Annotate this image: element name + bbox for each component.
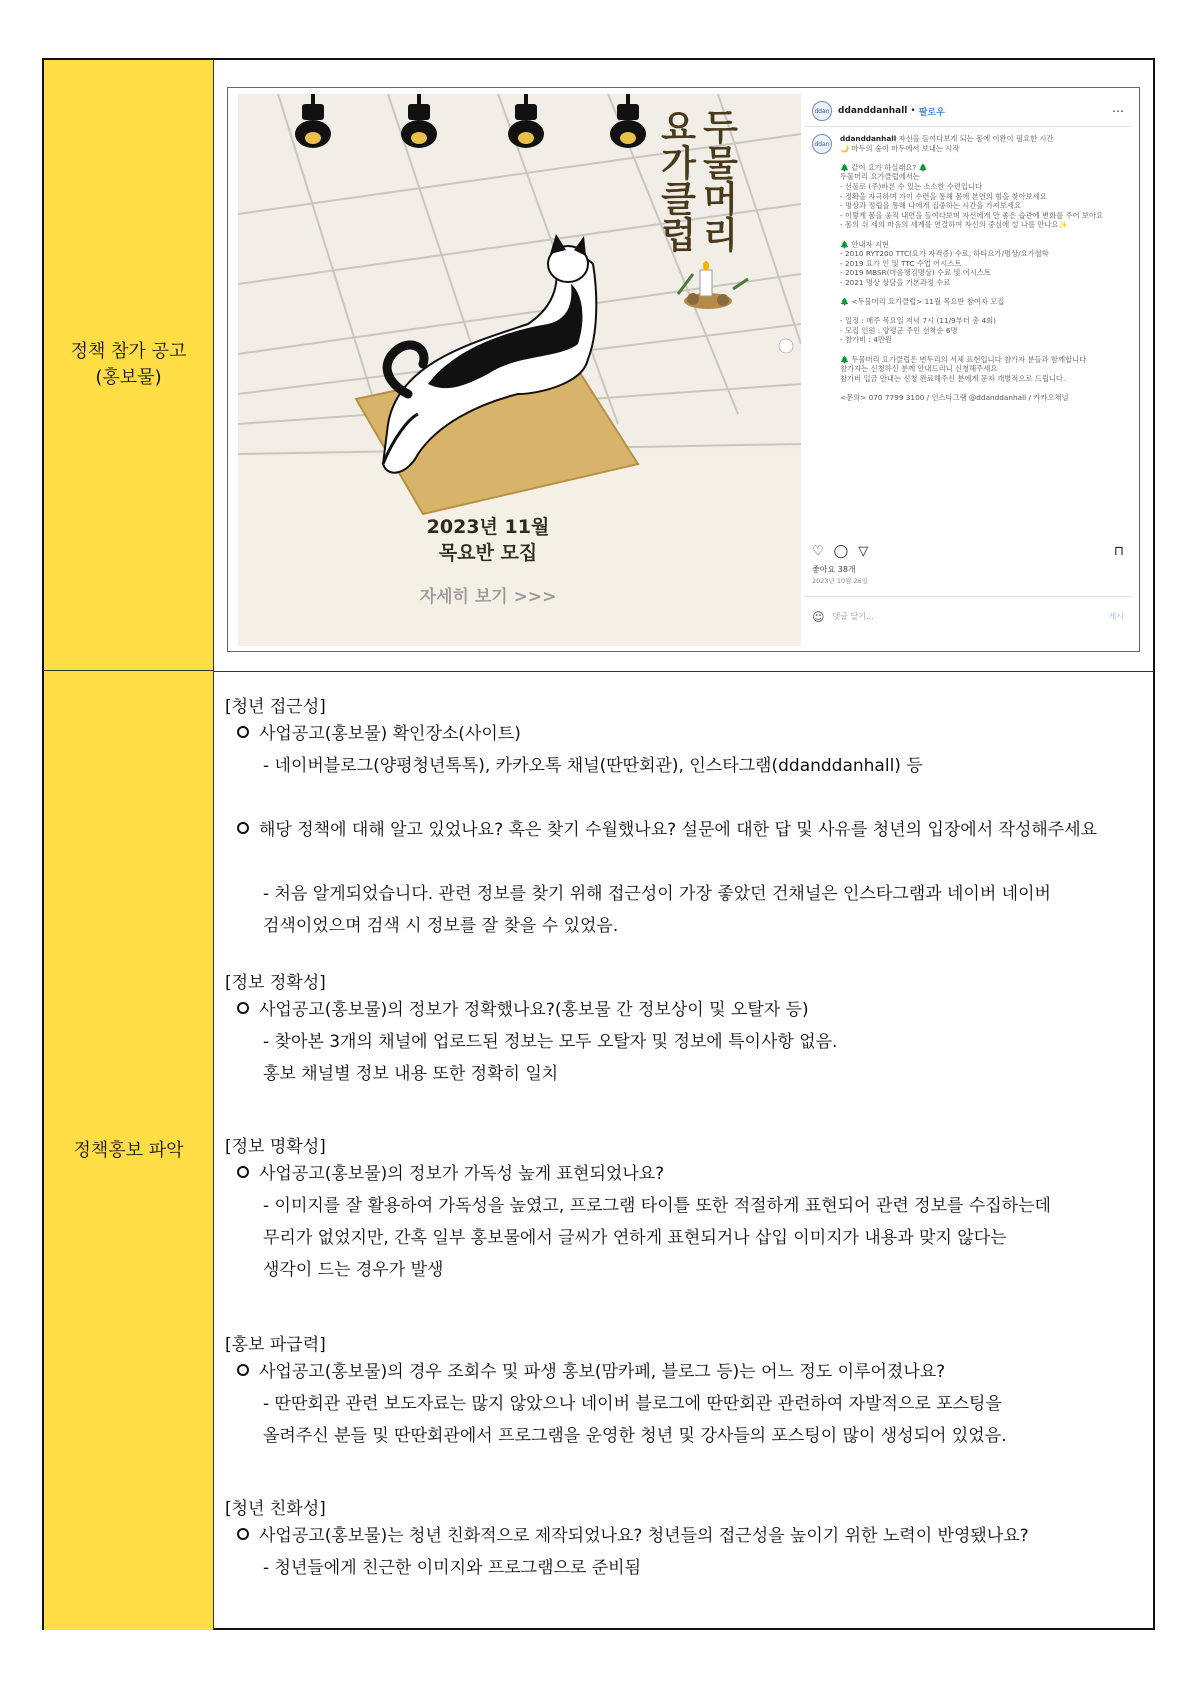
poster-image	[238, 94, 801, 646]
post-comment-button[interactable]: 게시	[1108, 612, 1124, 621]
divider	[804, 126, 1132, 127]
question-text: 사업공고(홍보물)의 정보가 정확했나요?(홍보물 간 정보상이 및 오탈자 등)	[259, 1000, 809, 1020]
answer: - 찾아본 3개의 채널에 업로드된 정보는 모두 오탈자 및 정보에 특이사항 없음. 홍보 채널별 정보 내용 또한 정확히 일치	[263, 1032, 838, 1084]
instagram-post	[804, 94, 1132, 646]
question	[237, 1158, 1142, 1190]
answer: - 청년들에게 친근한 이미지와 프로그램으로 준비됨	[263, 1558, 642, 1578]
question-text: 사업공고(홍보물)의 정보가 가독성 높게 표현되었나요?	[259, 1164, 665, 1184]
username[interactable]: ddanddanhall	[838, 106, 908, 116]
circle-bullet-icon	[237, 1166, 249, 1178]
more-options-icon[interactable]: ⋯	[1112, 104, 1124, 118]
answer: - 네이버블로그(양평청년톡톡), 카카오톡 채널(딴딴회관), 인스타그램(ddanddanhall) 등	[263, 756, 923, 776]
poster-title-text: 두물머리	[697, 108, 738, 252]
circle-bullet-icon	[237, 1364, 249, 1376]
heart-icon[interactable]: ♡	[812, 543, 824, 559]
post-header	[812, 100, 1124, 122]
separator-dot: •	[910, 106, 916, 116]
section-header: [정보 정확성]	[225, 973, 326, 993]
answer: - 처음 알게되었습니다. 관련 정보를 찾기 위해 접근성이 가장 좋았던 건채널은 인스타그램과 네이버 네이버 검색이었으며 검색 시 정보를 잘 찾을 수 있었음.	[263, 884, 1051, 936]
poster-title-col2	[698, 108, 736, 252]
question-text: 해당 정책에 대해 알고 있었나요? 혹은 찾기 수월했나요? 설문에 대한 답 및 사유를 청년의 입장에서 작성해주세요	[259, 820, 1098, 840]
question	[237, 1520, 1142, 1552]
avatar[interactable]: ddan	[812, 134, 832, 154]
likes-count: 좋아요 38개	[812, 565, 856, 574]
poster-title-col1	[656, 108, 694, 252]
circle-bullet-icon	[237, 1002, 249, 1014]
answer: - 이미지를 잘 활용하여 가독성을 높였고, 프로그램 타이틀 또한 적절하게 표현되어 관련 정보를 수집하는데 무리가 없었지만, 간혹 일부 홍보물에서 글씨가 연하게 표현되거나 삽입 이미지가 내용과 맞지 않다는 생각이 드는 경우가 발생	[263, 1196, 1051, 1280]
avatar[interactable]: ddan	[812, 101, 832, 121]
question	[237, 814, 1142, 846]
question	[237, 994, 1142, 1026]
section-header: [정보 명확성]	[225, 1137, 326, 1157]
poster-more-link[interactable]: 자세히 보기 >>>	[419, 587, 557, 607]
circle-bullet-icon	[237, 1528, 249, 1540]
row-label-policy-promotion	[44, 671, 214, 1630]
circle-bullet-icon	[237, 726, 249, 738]
section-header: [청년 친화성]	[225, 1499, 326, 1519]
emoji-icon[interactable]: ☺	[812, 609, 825, 624]
promo-screenshot	[227, 87, 1140, 652]
comment-bar	[804, 596, 1132, 636]
post-actions	[812, 540, 1124, 562]
follow-link[interactable]: 팔로우	[918, 107, 945, 118]
document-table	[42, 58, 1155, 1630]
section-header: [청년 접근성]	[225, 697, 326, 717]
section-header: [홍보 파급력]	[225, 1335, 326, 1355]
post-caption	[840, 134, 1120, 554]
row-label-text: 정책 참가 공고 (홍보물)	[70, 341, 187, 388]
answer: - 딴딴회관 관련 보도자료는 많지 않았으나 네이버 블로그에 딴딴회관 관련하여 자발적으로 포스팅을 올려주신 분들 및 딴딴회관에서 프로그램을 운영한 청년 및 강사들의 포스팅이 많이 생성되어 있었음.	[263, 1394, 1007, 1446]
row-label-policy-notice	[44, 60, 214, 671]
poster-title-text: 요가클럽	[655, 108, 696, 252]
comment-input[interactable]: 댓글 달기...	[832, 612, 874, 621]
circle-bullet-icon	[237, 822, 249, 834]
row-label-text: 정책홍보 파악	[73, 1139, 184, 1161]
question	[237, 718, 1142, 750]
caption-username[interactable]: ddanddanhall	[840, 134, 897, 143]
question-text: 사업공고(홍보물) 확인장소(사이트)	[259, 724, 521, 744]
comment-icon[interactable]: ◯	[833, 543, 849, 559]
share-icon[interactable]: ▽	[858, 543, 869, 559]
poster-date: 2023년 11월 목요반 모집	[426, 516, 550, 564]
question-text: 사업공고(홍보물)는 청년 친화적으로 제작되었나요? 청년들의 접근성을 높이기 위한 노력이 반영됐나요?	[259, 1526, 1029, 1546]
question-text: 사업공고(홍보물)의 경우 조회수 및 파생 홍보(맘카페, 블로그 등)는 어느 정도 이루어졌나요?	[259, 1362, 946, 1382]
bookmark-icon[interactable]: ⊓	[1113, 543, 1124, 559]
caption-text: 자신을 들여다보게 되는 몸에 이완이 필요한 시간 🌙 마두의 숨이 마두에서 보내는 시작 🌲 같이 요가 하실래요? 🌲 두물머리 요가클럽에서는 - 선물로 (주)바른 수 있는 소소한 수련입니다 - 정확을 자극하며 가이 수련을 통해 몸에 본연의 힘을 찾아보세요 - 명상과 정립을 통해 나에게 집중하는 시간을 가져보세요 - 이렇게 몸을 움직 내면을 들여다보며 자신에게 안 좋은 습관에 변화를 주어 보아요 - 몸의 쉬 세의 마음의 세계를 연결하여 자신의 중심에 설 나를 만나요✨ 🌲 안내자 지현 - 2010 RYT200 TTC(요가 자격증) 수료, 하타요가/명상/요가철학 - 2019 요가 인 및 TTC 수업 어시스트 - 2019 MBSR(마음챙김명상) 수료 및 어시스트 - 2021 명상 상담을 기본과정 수료 🌲 <두물머리 요가클럽> 11월 목요반 참여자 모집 - 일정 : 매주 목요일 저녁 7시 (11/9부터 총 4회) - 모집 인원 : 양평군 주민 선착순 6명 - 참가비 : 4만원 🌲 두물머리 요가클럽은 변두리의 서체 표현입니다 참가자 분들과 함께합니다 참가자는 신청하신 분께 안내드리니 신청해주세요 참가비 입금 안내는 신청 완료해주신 분에게 문자 개별적으로 드립니다. <문의> 070 7799 3100 / 인스타그램 @ddanddanhall / 카카오채널	[840, 134, 1104, 403]
evaluation-content	[216, 672, 1155, 1630]
post-date: 2023년 10월 26일	[812, 577, 869, 585]
question	[237, 1356, 1142, 1388]
